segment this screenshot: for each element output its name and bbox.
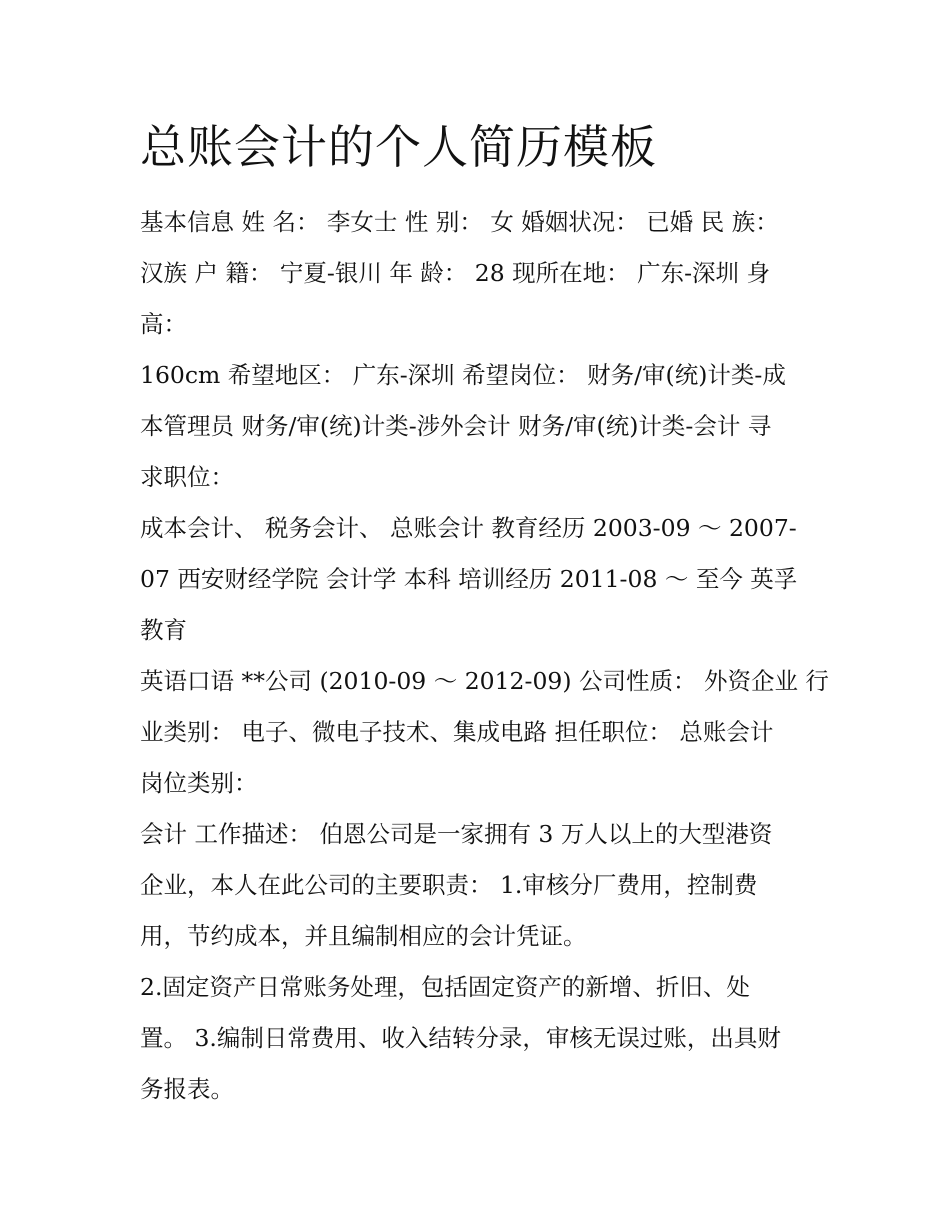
body-line: 基本信息 姓 名： 李女士 性 别： 女 婚姻状况： 已婚 民 族：	[140, 208, 779, 236]
body-line: 成本会计、 税务会计、 总账会计 教育经历 2003-09 ～ 2007-	[140, 514, 797, 542]
body-line: 160cm 希望地区： 广东-深圳 希望岗位： 财务/审(统)计类-成	[140, 361, 786, 389]
document-body	[140, 197, 829, 1115]
body-line: 用，节约成本，并且编制相应的会计凭证。	[140, 922, 587, 950]
body-line: 企业，本人在此公司的主要职责： 1.审核分厂费用，控制费	[140, 871, 758, 899]
body-line: 高：	[140, 310, 187, 338]
document-title: 总账会计的个人简历模板	[140, 120, 657, 174]
body-line: 2.固定资产日常账务处理，包括固定资产的新增、折旧、处	[140, 973, 750, 1001]
body-line: 会计 工作描述： 伯恩公司是一家拥有 3 万人以上的大型港资	[140, 820, 773, 848]
body-line: 业类别： 电子、微电子技术、集成电路 担任职位： 总账会计	[140, 718, 774, 746]
body-line: 英语口语 **公司 (2010-09 ～ 2012-09) 公司性质： 外资企业 行	[140, 667, 829, 695]
body-line: 汉族 户 籍： 宁夏-银川 年 龄： 28 现所在地： 广东-深圳 身	[140, 259, 771, 287]
body-line: 置。 3.编制日常费用、收入结转分录，审核无误过账，出具财	[140, 1024, 781, 1052]
body-line: 务报表。	[140, 1075, 234, 1103]
body-line: 本管理员 财务/审(统)计类-涉外会计 财务/审(统)计类-会计 寻	[140, 412, 772, 440]
body-line: 07 西安财经学院 会计学 本科 培训经历 2011-08 ～ 至今 英孚	[140, 565, 798, 593]
body-line: 求职位：	[140, 463, 234, 491]
body-line: 教育	[140, 616, 187, 644]
body-line: 岗位类别：	[140, 769, 258, 797]
